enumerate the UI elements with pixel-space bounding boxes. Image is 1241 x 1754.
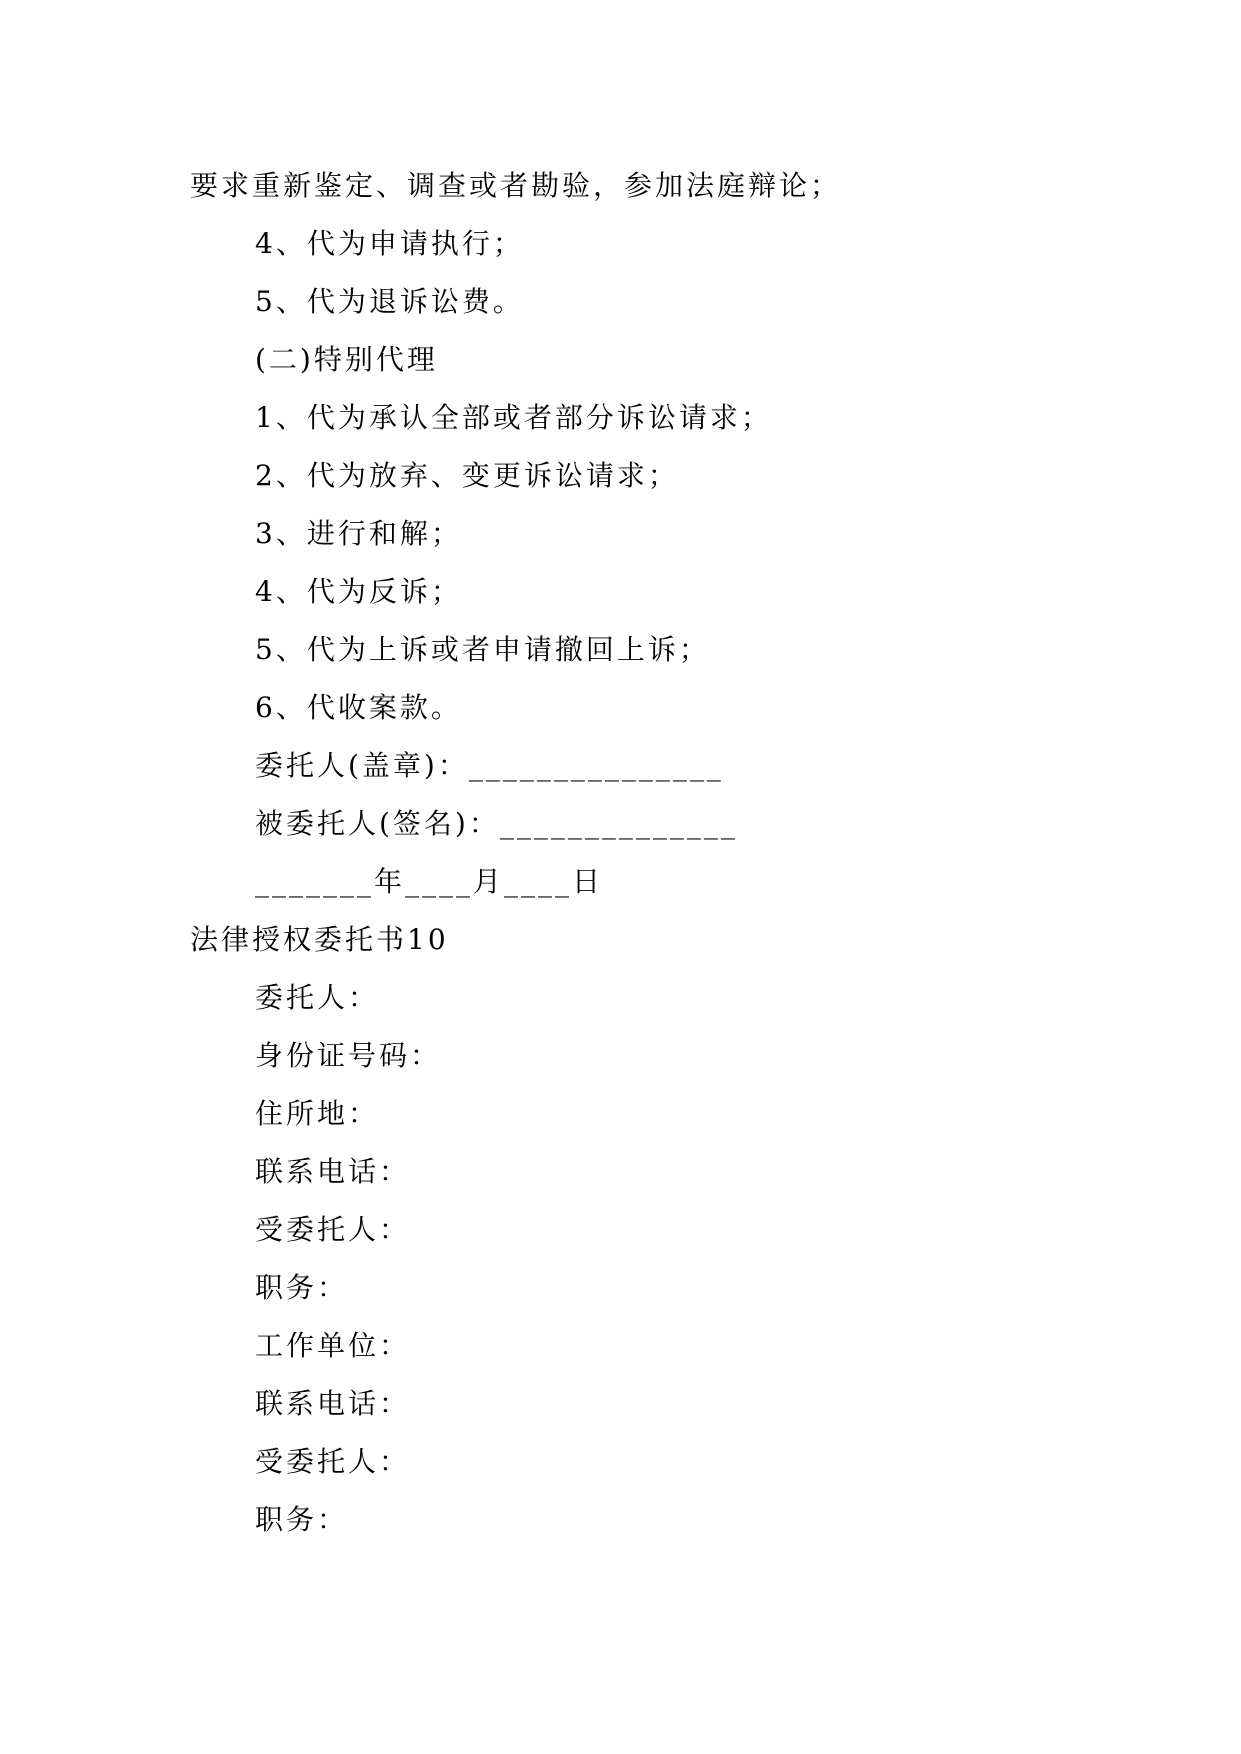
list-item-appeal: 5、代为上诉或者申请撤回上诉；	[255, 633, 710, 666]
list-item-admit-claims: 1、代为承认全部或者部分诉讼请求；	[255, 401, 772, 434]
field-label-id-number: 身份证号码：	[255, 1039, 442, 1072]
list-item-collect-payment: 6、代收案款。	[255, 691, 462, 724]
document-title: 法律授权委托书10	[190, 923, 449, 956]
section-heading-special-agency: (二)特别代理	[255, 343, 438, 376]
signature-line-principal: 委托人(盖章)：_______________	[255, 749, 724, 782]
date-line: _______年____月____日	[255, 865, 604, 898]
list-item-settlement: 3、进行和解；	[255, 517, 462, 550]
field-label-agent: 受委托人：	[255, 1213, 411, 1246]
field-label-workplace: 工作单位：	[255, 1329, 411, 1362]
field-label-phone: 联系电话：	[255, 1155, 411, 1188]
paragraph-continuation-debate: 要求重新鉴定、调查或者勘验，参加法庭辩论；	[190, 169, 842, 202]
field-label-position: 职务：	[255, 1503, 349, 1536]
list-item-counterclaim: 4、代为反诉；	[255, 575, 462, 608]
field-label-address: 住所地：	[255, 1097, 380, 1130]
field-label-phone: 联系电话：	[255, 1387, 411, 1420]
field-label-position: 职务：	[255, 1271, 349, 1304]
signature-line-agent: 被委托人(签名)：______________	[255, 807, 738, 840]
field-label-agent: 受委托人：	[255, 1445, 411, 1478]
list-item-waive-claims: 2、代为放弃、变更诉讼请求；	[255, 459, 679, 492]
list-item-refund-fees: 5、代为退诉讼费。	[255, 285, 524, 318]
field-label-principal: 委托人：	[255, 981, 380, 1014]
list-item-apply-execution: 4、代为申请执行；	[255, 227, 524, 260]
